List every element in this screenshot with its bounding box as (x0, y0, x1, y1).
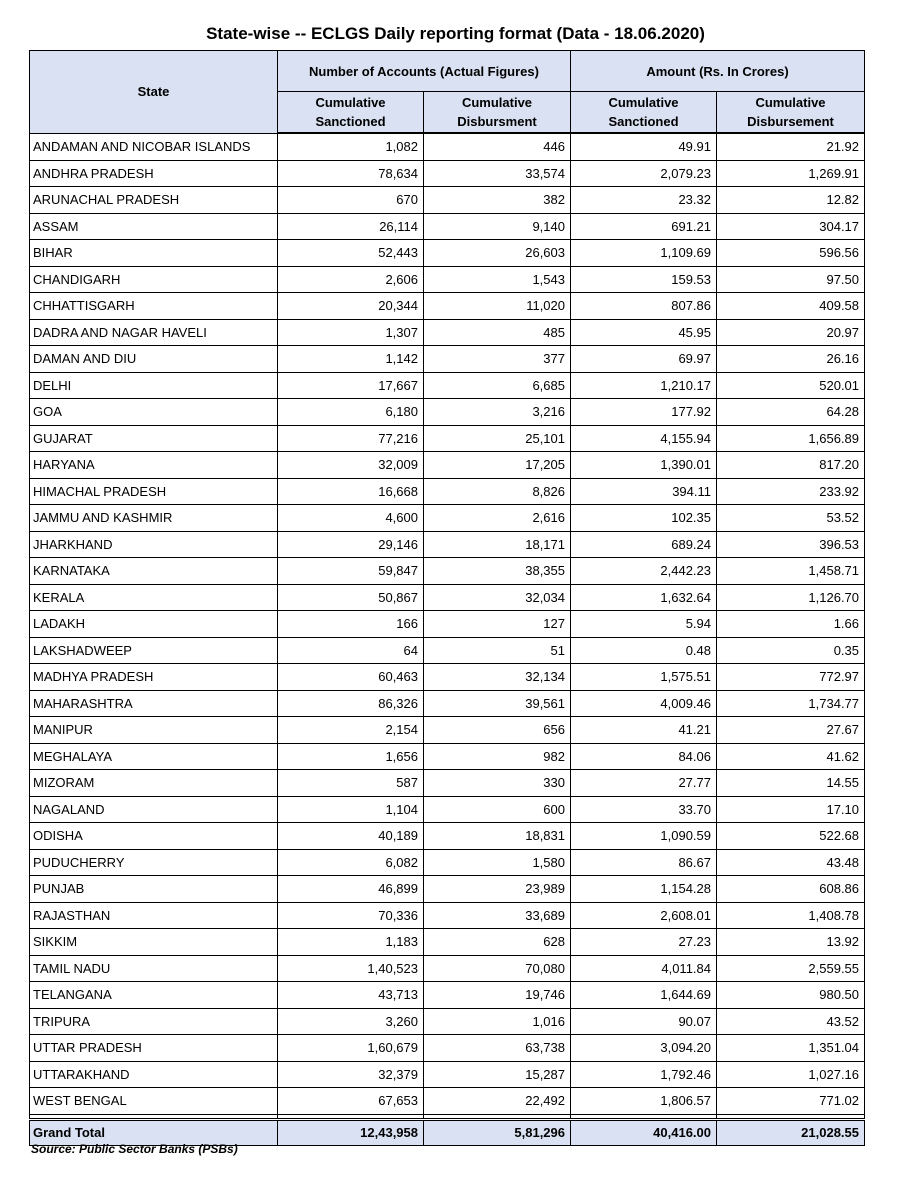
table-row (30, 690, 865, 717)
accounts-sanctioned-cell: 29,146 (278, 531, 424, 558)
state-cell: ODISHA (30, 823, 278, 850)
state-cell: GOA (30, 399, 278, 426)
state-cell: BIHAR (30, 240, 278, 267)
state-cell: WEST BENGAL (30, 1088, 278, 1115)
accounts-disbursment-cell: 330 (424, 770, 571, 797)
amount-disbursement-cell: 409.58 (717, 293, 865, 320)
accounts-disbursment-cell: 39,561 (424, 690, 571, 717)
amount-disbursement-cell: 41.62 (717, 743, 865, 770)
accounts-disbursment-cell: 38,355 (424, 558, 571, 585)
accounts-disbursment-cell: 70,080 (424, 955, 571, 982)
accounts-sanctioned-cell: 77,216 (278, 425, 424, 452)
table-row (30, 505, 865, 532)
accounts-disbursment-cell: 17,205 (424, 452, 571, 479)
amount-disbursement-cell: 13.92 (717, 929, 865, 956)
amount-sanctioned-cell: 807.86 (571, 293, 717, 320)
amount-disbursement-cell: 12.82 (717, 187, 865, 214)
table-row (30, 240, 865, 267)
state-cell: KARNATAKA (30, 558, 278, 585)
amount-disbursement-cell: 1,734.77 (717, 690, 865, 717)
table-row (30, 955, 865, 982)
table-row (30, 399, 865, 426)
amount-sanctioned-cell: 0.48 (571, 637, 717, 664)
table-row (30, 1035, 865, 1062)
state-cell: ANDAMAN AND NICOBAR ISLANDS (30, 133, 278, 160)
amount-disbursement-cell: 14.55 (717, 770, 865, 797)
accounts-sanctioned-cell: 20,344 (278, 293, 424, 320)
table-row (30, 849, 865, 876)
accounts-disbursment-cell: 51 (424, 637, 571, 664)
amount-sanctioned-cell: 23.32 (571, 187, 717, 214)
accounts-sanctioned-cell: 1,183 (278, 929, 424, 956)
accounts-disbursment-cell: 32,034 (424, 584, 571, 611)
accounts-sanctioned-cell: 32,009 (278, 452, 424, 479)
amount-sanctioned-cell: 27.23 (571, 929, 717, 956)
accounts-sanctioned-cell: 70,336 (278, 902, 424, 929)
accounts-disbursment-cell: 127 (424, 611, 571, 638)
accounts-disbursment-cell: 11,020 (424, 293, 571, 320)
amount-disbursement-cell: 1.66 (717, 611, 865, 638)
amount-sanctioned-cell: 1,806.57 (571, 1088, 717, 1115)
header-accounts-sanctioned: Cumulative Sanctioned (278, 92, 424, 134)
state-cell: MIZORAM (30, 770, 278, 797)
accounts-disbursment-cell: 446 (424, 133, 571, 160)
table-row (30, 796, 865, 823)
accounts-disbursment-cell: 2,616 (424, 505, 571, 532)
table-row (30, 266, 865, 293)
amount-sanctioned-cell: 2,608.01 (571, 902, 717, 929)
amount-sanctioned-cell: 86.67 (571, 849, 717, 876)
state-cell: DELHI (30, 372, 278, 399)
state-cell: TRIPURA (30, 1008, 278, 1035)
accounts-disbursment-cell: 485 (424, 319, 571, 346)
header-amount-disbursement: Cumulative Disbursement (717, 92, 865, 134)
state-cell: TAMIL NADU (30, 955, 278, 982)
amount-disbursement-cell: 520.01 (717, 372, 865, 399)
table-row (30, 372, 865, 399)
table-row (30, 1061, 865, 1088)
state-cell: TELANGANA (30, 982, 278, 1009)
accounts-disbursment-cell: 15,287 (424, 1061, 571, 1088)
amount-sanctioned-cell: 1,575.51 (571, 664, 717, 691)
state-cell: DAMAN AND DIU (30, 346, 278, 373)
accounts-disbursment-cell: 982 (424, 743, 571, 770)
table-row (30, 637, 865, 664)
amount-disbursement-cell: 1,458.71 (717, 558, 865, 585)
table-row (30, 558, 865, 585)
accounts-sanctioned-cell: 1,082 (278, 133, 424, 160)
accounts-sanctioned-cell: 1,656 (278, 743, 424, 770)
table-row (30, 982, 865, 1009)
accounts-sanctioned-cell: 60,463 (278, 664, 424, 691)
header-state: State (30, 51, 278, 134)
table-row (30, 611, 865, 638)
page-title: State-wise -- ECLGS Daily reporting format (Data - 18.06.2020) (206, 24, 705, 43)
accounts-sanctioned-cell: 46,899 (278, 876, 424, 903)
accounts-sanctioned-cell: 6,180 (278, 399, 424, 426)
accounts-disbursment-cell: 1,543 (424, 266, 571, 293)
accounts-sanctioned-cell: 6,082 (278, 849, 424, 876)
accounts-disbursment-cell: 3,216 (424, 399, 571, 426)
accounts-sanctioned-cell: 1,307 (278, 319, 424, 346)
amount-disbursement-cell: 20.97 (717, 319, 865, 346)
accounts-disbursment-cell: 600 (424, 796, 571, 823)
amount-disbursement-cell: 1,126.70 (717, 584, 865, 611)
accounts-sanctioned-cell: 86,326 (278, 690, 424, 717)
amount-sanctioned-cell: 177.92 (571, 399, 717, 426)
eclgs-table (29, 50, 865, 1146)
accounts-disbursment-cell: 23,989 (424, 876, 571, 903)
total-accounts-sanctioned: 12,43,958 (278, 1119, 424, 1145)
accounts-sanctioned-cell: 17,667 (278, 372, 424, 399)
state-cell: PUDUCHERRY (30, 849, 278, 876)
accounts-sanctioned-cell: 26,114 (278, 213, 424, 240)
accounts-disbursment-cell: 33,689 (424, 902, 571, 929)
accounts-sanctioned-cell: 32,379 (278, 1061, 424, 1088)
table-row (30, 664, 865, 691)
accounts-sanctioned-cell: 78,634 (278, 160, 424, 187)
accounts-disbursment-cell: 26,603 (424, 240, 571, 267)
amount-sanctioned-cell: 1,090.59 (571, 823, 717, 850)
amount-sanctioned-cell: 27.77 (571, 770, 717, 797)
table-row (30, 160, 865, 187)
amount-sanctioned-cell: 84.06 (571, 743, 717, 770)
amount-disbursement-cell: 771.02 (717, 1088, 865, 1115)
state-cell: ASSAM (30, 213, 278, 240)
accounts-disbursment-cell: 18,171 (424, 531, 571, 558)
total-amount-disbursement: 21,028.55 (717, 1119, 865, 1145)
amount-disbursement-cell: 1,269.91 (717, 160, 865, 187)
header-accounts-disbursment: Cumulative Disbursment (424, 92, 571, 134)
state-cell: CHHATTISGARH (30, 293, 278, 320)
accounts-sanctioned-cell: 3,260 (278, 1008, 424, 1035)
amount-sanctioned-cell: 49.91 (571, 133, 717, 160)
amount-sanctioned-cell: 45.95 (571, 319, 717, 346)
table-body (30, 133, 865, 1119)
accounts-sanctioned-cell: 16,668 (278, 478, 424, 505)
table-row (30, 187, 865, 214)
table-row (30, 425, 865, 452)
amount-sanctioned-cell: 394.11 (571, 478, 717, 505)
amount-sanctioned-cell: 1,644.69 (571, 982, 717, 1009)
amount-disbursement-cell: 817.20 (717, 452, 865, 479)
amount-sanctioned-cell: 691.21 (571, 213, 717, 240)
accounts-sanctioned-cell: 1,60,679 (278, 1035, 424, 1062)
total-amount-sanctioned: 40,416.00 (571, 1119, 717, 1145)
amount-sanctioned-cell: 90.07 (571, 1008, 717, 1035)
amount-disbursement-cell: 53.52 (717, 505, 865, 532)
accounts-sanctioned-cell: 2,154 (278, 717, 424, 744)
accounts-disbursment-cell: 9,140 (424, 213, 571, 240)
accounts-disbursment-cell: 1,016 (424, 1008, 571, 1035)
accounts-disbursment-cell: 22,492 (424, 1088, 571, 1115)
accounts-disbursment-cell: 8,826 (424, 478, 571, 505)
amount-disbursement-cell: 26.16 (717, 346, 865, 373)
table-row (30, 823, 865, 850)
accounts-disbursment-cell: 6,685 (424, 372, 571, 399)
table-row (30, 319, 865, 346)
amount-sanctioned-cell: 159.53 (571, 266, 717, 293)
accounts-sanctioned-cell: 1,142 (278, 346, 424, 373)
amount-disbursement-cell: 0.35 (717, 637, 865, 664)
amount-sanctioned-cell: 33.70 (571, 796, 717, 823)
state-cell: LAKSHADWEEP (30, 637, 278, 664)
accounts-disbursment-cell: 32,134 (424, 664, 571, 691)
accounts-sanctioned-cell: 40,189 (278, 823, 424, 850)
amount-sanctioned-cell: 1,154.28 (571, 876, 717, 903)
accounts-disbursment-cell: 656 (424, 717, 571, 744)
accounts-disbursment-cell: 382 (424, 187, 571, 214)
amount-disbursement-cell: 772.97 (717, 664, 865, 691)
amount-disbursement-cell: 596.56 (717, 240, 865, 267)
amount-disbursement-cell: 980.50 (717, 982, 865, 1009)
amount-sanctioned-cell: 69.97 (571, 346, 717, 373)
table-row (30, 213, 865, 240)
state-cell: KERALA (30, 584, 278, 611)
accounts-disbursment-cell: 33,574 (424, 160, 571, 187)
accounts-sanctioned-cell: 64 (278, 637, 424, 664)
table-row (30, 1008, 865, 1035)
state-cell: CHANDIGARH (30, 266, 278, 293)
amount-disbursement-cell: 17.10 (717, 796, 865, 823)
source-note: Source: Public Sector Banks (PSBs) (31, 1142, 238, 1156)
table-row (30, 293, 865, 320)
table-row (30, 584, 865, 611)
header-group-accounts: Number of Accounts (Actual Figures) (278, 51, 571, 92)
state-cell: MEGHALAYA (30, 743, 278, 770)
amount-disbursement-cell: 396.53 (717, 531, 865, 558)
total-accounts-disbursment: 5,81,296 (424, 1119, 571, 1145)
state-cell: MAHARASHTRA (30, 690, 278, 717)
table-row (30, 876, 865, 903)
accounts-disbursment-cell: 63,738 (424, 1035, 571, 1062)
accounts-sanctioned-cell: 50,867 (278, 584, 424, 611)
accounts-sanctioned-cell: 166 (278, 611, 424, 638)
amount-sanctioned-cell: 1,109.69 (571, 240, 717, 267)
amount-disbursement-cell: 27.67 (717, 717, 865, 744)
accounts-sanctioned-cell: 43,713 (278, 982, 424, 1009)
state-cell: JAMMU AND KASHMIR (30, 505, 278, 532)
state-cell: UTTAR PRADESH (30, 1035, 278, 1062)
amount-sanctioned-cell: 689.24 (571, 531, 717, 558)
accounts-sanctioned-cell: 670 (278, 187, 424, 214)
amount-disbursement-cell: 2,559.55 (717, 955, 865, 982)
amount-disbursement-cell: 43.52 (717, 1008, 865, 1035)
table-row (30, 1088, 865, 1115)
amount-disbursement-cell: 21.92 (717, 133, 865, 160)
accounts-disbursment-cell: 1,580 (424, 849, 571, 876)
accounts-disbursment-cell: 19,746 (424, 982, 571, 1009)
amount-disbursement-cell: 97.50 (717, 266, 865, 293)
table-row (30, 531, 865, 558)
accounts-sanctioned-cell: 1,104 (278, 796, 424, 823)
state-cell: MADHYA PRADESH (30, 664, 278, 691)
table-row (30, 929, 865, 956)
accounts-sanctioned-cell: 1,40,523 (278, 955, 424, 982)
table-row (30, 770, 865, 797)
amount-sanctioned-cell: 1,390.01 (571, 452, 717, 479)
amount-disbursement-cell: 304.17 (717, 213, 865, 240)
amount-sanctioned-cell: 2,442.23 (571, 558, 717, 585)
accounts-disbursment-cell: 25,101 (424, 425, 571, 452)
accounts-sanctioned-cell: 52,443 (278, 240, 424, 267)
amount-sanctioned-cell: 2,079.23 (571, 160, 717, 187)
state-cell: MANIPUR (30, 717, 278, 744)
amount-sanctioned-cell: 1,210.17 (571, 372, 717, 399)
table-row (30, 743, 865, 770)
accounts-disbursment-cell: 18,831 (424, 823, 571, 850)
amount-sanctioned-cell: 4,009.46 (571, 690, 717, 717)
amount-sanctioned-cell: 41.21 (571, 717, 717, 744)
accounts-sanctioned-cell: 59,847 (278, 558, 424, 585)
table-row (30, 902, 865, 929)
table-row (30, 133, 865, 160)
accounts-sanctioned-cell: 587 (278, 770, 424, 797)
state-cell: HIMACHAL PRADESH (30, 478, 278, 505)
state-cell: SIKKIM (30, 929, 278, 956)
state-cell: ARUNACHAL PRADESH (30, 187, 278, 214)
amount-sanctioned-cell: 5.94 (571, 611, 717, 638)
state-cell: PUNJAB (30, 876, 278, 903)
state-cell: ANDHRA PRADESH (30, 160, 278, 187)
amount-sanctioned-cell: 4,155.94 (571, 425, 717, 452)
amount-disbursement-cell: 1,027.16 (717, 1061, 865, 1088)
amount-disbursement-cell: 522.68 (717, 823, 865, 850)
header-group-amount: Amount (Rs. In Crores) (571, 51, 865, 92)
amount-disbursement-cell: 233.92 (717, 478, 865, 505)
amount-disbursement-cell: 1,408.78 (717, 902, 865, 929)
amount-sanctioned-cell: 4,011.84 (571, 955, 717, 982)
amount-disbursement-cell: 64.28 (717, 399, 865, 426)
state-cell: DADRA AND NAGAR HAVELI (30, 319, 278, 346)
amount-sanctioned-cell: 1,792.46 (571, 1061, 717, 1088)
state-cell: JHARKHAND (30, 531, 278, 558)
amount-disbursement-cell: 608.86 (717, 876, 865, 903)
state-cell: RAJASTHAN (30, 902, 278, 929)
state-cell: GUJARAT (30, 425, 278, 452)
table-row (30, 346, 865, 373)
header-amount-sanctioned: Cumulative Sanctioned (571, 92, 717, 134)
amount-disbursement-cell: 43.48 (717, 849, 865, 876)
amount-sanctioned-cell: 102.35 (571, 505, 717, 532)
accounts-sanctioned-cell: 2,606 (278, 266, 424, 293)
state-cell: NAGALAND (30, 796, 278, 823)
amount-sanctioned-cell: 3,094.20 (571, 1035, 717, 1062)
accounts-disbursment-cell: 628 (424, 929, 571, 956)
accounts-disbursment-cell: 377 (424, 346, 571, 373)
table-row (30, 717, 865, 744)
state-cell: HARYANA (30, 452, 278, 479)
amount-sanctioned-cell: 1,632.64 (571, 584, 717, 611)
accounts-sanctioned-cell: 67,653 (278, 1088, 424, 1115)
table-header (30, 51, 865, 134)
state-cell: LADAKH (30, 611, 278, 638)
amount-disbursement-cell: 1,351.04 (717, 1035, 865, 1062)
amount-disbursement-cell: 1,656.89 (717, 425, 865, 452)
table-row (30, 478, 865, 505)
table-row (30, 452, 865, 479)
total-label: Grand Total (30, 1119, 278, 1145)
accounts-sanctioned-cell: 4,600 (278, 505, 424, 532)
state-cell: UTTARAKHAND (30, 1061, 278, 1088)
